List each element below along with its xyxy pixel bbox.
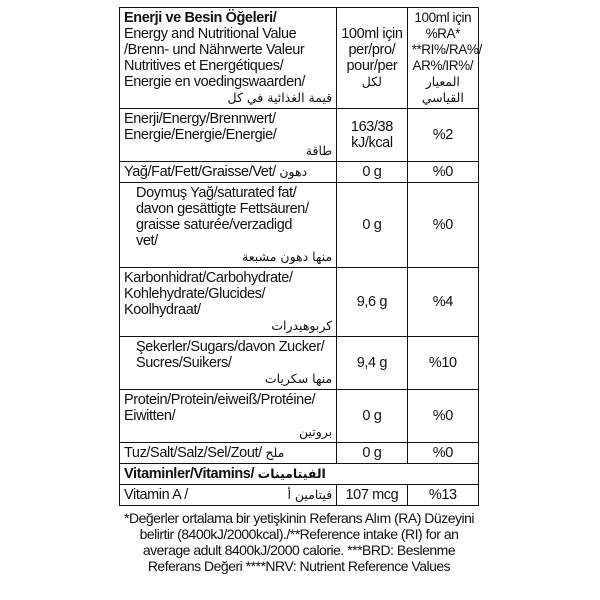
row-arabic: منها دهون مشبعة: [242, 249, 333, 264]
row-arabic: ملح: [265, 445, 285, 460]
row-name-fat: [120, 162, 337, 183]
ri-energy: %2: [407, 109, 478, 162]
header-name-cell: [120, 8, 337, 109]
header-title: Enerji ve Besin Öğeleri/: [124, 10, 277, 26]
ri-salt: %0: [407, 443, 478, 464]
row-name-line: [124, 127, 332, 159]
row-name-line: davon gesättigte Fettsäuren/: [136, 201, 309, 217]
per-line: per/pro/: [348, 42, 396, 58]
header-ri-cell: [407, 8, 482, 109]
ri-protein: %0: [407, 390, 478, 443]
row-name-salt: [120, 443, 337, 464]
table-row: [120, 443, 479, 464]
row-arabic: فيتامين أ: [287, 487, 333, 502]
row-name-part: Eiwitten/: [124, 408, 176, 424]
row-name-line: Karbonhidrat/Carbohydrate/: [124, 270, 293, 286]
row-name-protein: [120, 390, 337, 443]
header-line: Energy and Nutritional Value: [124, 26, 297, 42]
table-row: [120, 183, 479, 268]
header-arabic: قيمة الغذائية في كل: [227, 90, 333, 105]
amount-salt: 0 g: [337, 443, 407, 464]
row-name-carbohydrate: [120, 268, 337, 337]
header-line: /Brenn- und Nährwerte Valeur: [124, 42, 305, 58]
row-name-energy: [120, 109, 337, 162]
vitamins-header-row: [120, 464, 479, 485]
row-name-part: vet/: [136, 233, 158, 249]
amount-energy: 163/38 kJ/kcal: [337, 109, 407, 162]
row-name-line: Şekerler/Sugars/davon Zucker/: [136, 339, 325, 355]
per-line: pour/per: [346, 58, 398, 74]
row-arabic: كربوهيدرات: [271, 318, 333, 333]
row-name-line: Kohlehydrate/Glucides/: [124, 286, 266, 302]
row-name-part: Energie/Energie/Energie/: [124, 127, 277, 143]
table-row: [120, 162, 479, 183]
ri-line: 100ml için: [414, 10, 472, 25]
amount-sugars: 9,4 g: [337, 337, 407, 390]
per-arabic: لكل: [361, 74, 382, 89]
amount-vitamin-a: 107 mcg: [337, 485, 407, 506]
row-name-sugars: [120, 337, 337, 390]
row-name-line: Protein/Protein/eiweiß/Protéine/: [124, 392, 316, 408]
row-name-line: [124, 302, 332, 334]
row-name-line: graisse saturée/verzadigd: [136, 217, 293, 233]
table-header-row: [120, 8, 479, 109]
header-line: Energie en voedingswaarden/: [124, 74, 306, 90]
table-row: [120, 485, 479, 506]
amount-fat: 0 g: [337, 162, 407, 183]
ri-sugars: %10: [407, 337, 478, 390]
row-name-line: Doymuş Yağ/saturated fat/: [136, 185, 297, 201]
row-name-line: [124, 408, 332, 440]
table-row: [120, 390, 479, 443]
amount-saturated-fat: 0 g: [337, 183, 407, 268]
ri-vitamin-a: %13: [407, 485, 478, 506]
ri-line: **RI%/RA%/: [411, 42, 482, 57]
row-arabic: منها سكريات: [264, 371, 333, 386]
ri-line: AR%/IR%/: [412, 58, 474, 73]
row-name-line: [136, 355, 332, 387]
header-per-cell: [337, 8, 407, 109]
table-row: [120, 337, 479, 390]
header-line: Nutritives et Energétiques/: [124, 58, 284, 74]
row-arabic: طاقة: [305, 143, 333, 158]
row-arabic: بروتين: [299, 424, 333, 439]
table-row: [120, 109, 479, 162]
row-name-part: Vitamin A /: [124, 487, 188, 503]
row-name-line: [136, 233, 332, 265]
amount-protein: 0 g: [337, 390, 407, 443]
row-name-part: Tuz/Salt/Salz/Sel/Zout/: [124, 445, 262, 461]
footnote: *Değerler ortalama bir yetişkinin Referans Alım (RA) Düzeyini belirtir (8400kJ/2000kcal)./**Reference intake (RI) for an average adult 8400kJ/2000 calorie. ***BRD: Beslenme Referans Değeri ****NRV: Nutrient Reference Values: [124, 510, 474, 574]
ri-line: %RA*: [425, 26, 460, 41]
amount-carbohydrate: 9,6 g: [337, 268, 407, 337]
row-name-vitamin-a: [120, 485, 337, 506]
nutrition-table: [119, 7, 482, 506]
ri-arabic: المعيار القياسي: [421, 74, 464, 105]
vitamins-header-cell: [120, 464, 479, 485]
ri-fat: %0: [407, 162, 478, 183]
nutrition-label: [119, 7, 482, 574]
ri-carbohydrate: %4: [407, 268, 478, 337]
ri-saturated-fat: %0: [407, 183, 478, 268]
per-line: 100ml için: [341, 26, 403, 42]
row-name-line: Enerji/Energy/Brennwert/: [124, 111, 276, 127]
vitamins-label: Vitaminler/Vitamins/: [124, 466, 255, 482]
row-arabic: دهون: [279, 164, 308, 179]
row-name-part: Yağ/Fat/Fett/Graisse/Vet/: [124, 164, 276, 180]
row-name-part: Sucres/Suikers/: [136, 355, 232, 371]
vitamins-arabic: الفيتامينات: [257, 466, 326, 481]
table-row: [120, 268, 479, 337]
row-name-part: Koolhydraat/: [124, 302, 201, 318]
row-name-saturated-fat: [120, 183, 337, 268]
